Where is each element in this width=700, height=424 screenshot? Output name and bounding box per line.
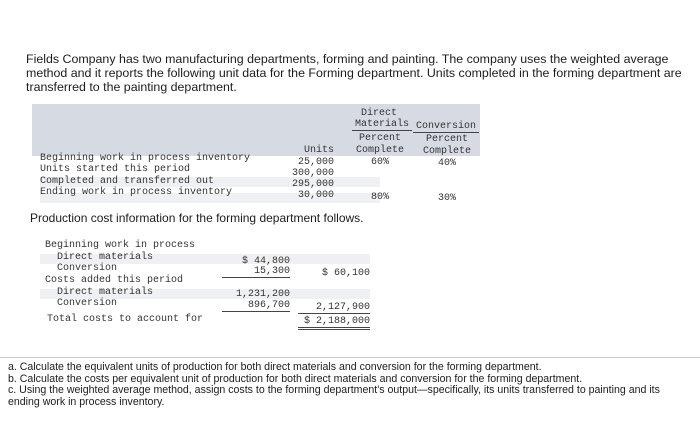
row-conv: 40% [437, 158, 456, 169]
cost-total: $ 60,100 [321, 268, 370, 279]
row-units: 295,000 [291, 179, 334, 190]
conv-header: Percent [425, 134, 468, 145]
dm-header: Materials [352, 119, 412, 131]
dm-header: Direct [360, 108, 397, 119]
row-label: Completed and transferred out [40, 176, 215, 187]
cost-label: Direct materials [57, 252, 154, 263]
cost-total: 2,127,900 [298, 302, 370, 314]
conv-header: Conversion [413, 121, 479, 133]
row-units: 30,000 [297, 190, 334, 201]
question-a: a. Calculate the equivalent units of production for both direct materials and conversion for the forming department. [8, 361, 542, 373]
cost-value: 896,700 [222, 300, 290, 312]
row-dm: 60% [370, 157, 389, 168]
units-header: Units [303, 145, 334, 156]
divider [0, 357, 700, 358]
dm-header: Percent [358, 133, 401, 144]
cost-value: 15,300 [222, 266, 290, 278]
total-costs: $ 2,188,000 [298, 316, 370, 330]
problem-intro: Fields Company has two manufacturing departments, forming and painting. The company uses the weighted average method and it reports the following unit data for the Forming department. Units completed in the forming department are transferred to the painting department. [26, 52, 682, 94]
row-label: Ending work in process inventory [40, 187, 233, 198]
questions [8, 362, 688, 408]
conv-header: Complete [422, 146, 471, 157]
cost-label: Total costs to account for [47, 314, 204, 325]
dm-header: Complete [355, 145, 404, 156]
cost-value: $ 44,800 [241, 256, 290, 267]
question-b: b. Calculate the costs per equivalent unit of production for both direct materials and conversion for the forming department. [8, 372, 583, 385]
row-label: Units started this period [40, 164, 191, 175]
cost-label: Direct materials [57, 287, 154, 298]
row-units: 25,000 [297, 157, 334, 168]
cost-label: Beginning work in process [45, 240, 196, 251]
cost-label: Costs added this period [45, 275, 184, 286]
row-dm: 80% [370, 192, 389, 203]
cost-value: 1,231,200 [235, 289, 290, 300]
row-units: 300,000 [291, 168, 334, 179]
cost-label: Conversion [57, 263, 118, 274]
row-conv: 30% [437, 193, 456, 204]
cost-intro: Production cost information for the forming department follows. [30, 211, 364, 225]
row-label: Beginning work in process inventory [40, 153, 251, 164]
question-c: c. Using the weighted average method, assign costs to the forming department's output—specifically, its units transferred to painting and its ending work in process inventory. [8, 384, 660, 408]
cost-label: Conversion [57, 298, 118, 309]
